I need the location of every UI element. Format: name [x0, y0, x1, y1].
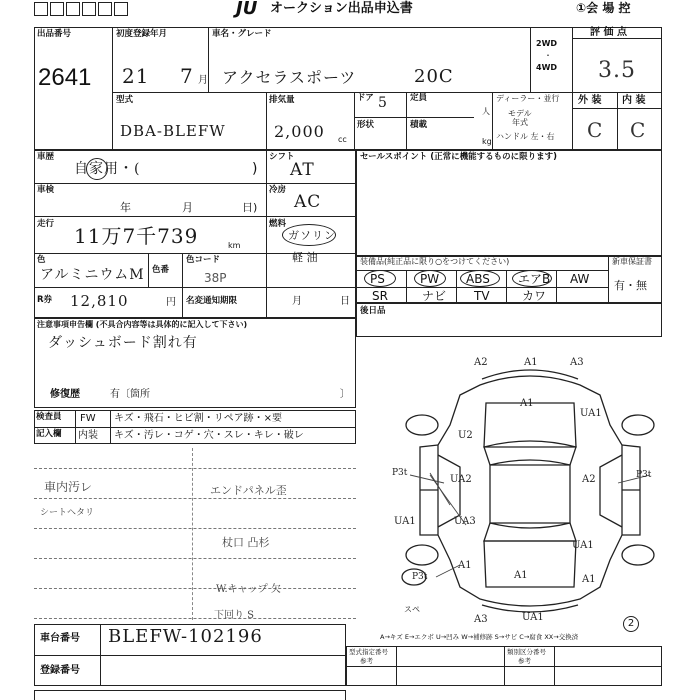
ref-label-2: 参考 — [518, 657, 531, 665]
class-code-label: 類別区分番号 — [507, 648, 546, 656]
mark-left-fender: U2 — [458, 430, 473, 441]
colorcode-label: 色コード — [186, 255, 221, 265]
equip-airbag-circle — [512, 270, 552, 287]
ju-logo: JU — [236, 0, 258, 19]
equip-sr: SR — [372, 289, 388, 303]
color-value: アルミニウムM — [40, 267, 145, 283]
mileage-unit: km — [228, 241, 241, 250]
model-spec-label: 型式指定番号 — [349, 648, 388, 656]
inspector-fw-items: キズ・飛石・ヒビ割・リペア跡・×要 — [114, 413, 282, 424]
drive-2wd: 2WD — [536, 39, 558, 48]
recycle-value: 12,810 — [70, 292, 129, 310]
doors-value: 5 — [378, 95, 388, 111]
namechange-day: 日 — [340, 296, 350, 307]
insp-note-2: シートヘタリ — [40, 508, 95, 518]
notes-section — [34, 318, 356, 408]
history-label: 車歴 — [37, 152, 55, 162]
aftermarket-label: 後日品 — [360, 306, 386, 316]
shift-label: シフト — [269, 152, 295, 162]
inspector-int-items: キズ・汚レ・コゲ・穴・スレ・キレ・破レ — [114, 430, 304, 441]
aircon-label: 冷房 — [269, 185, 287, 195]
insp-note-5: W.キャップ 欠 — [216, 584, 281, 595]
form-title: オークション出品申込書 — [270, 1, 413, 16]
equipment-label: 装備品(純正品に限り○をつけてください) — [360, 257, 510, 266]
displacement-label: 排気量 — [269, 95, 295, 105]
mark-tailgate: A1 — [514, 570, 528, 581]
model-label: 車名・グレード — [212, 29, 272, 39]
sales-label: セールスポイント (正常に機能するものに限ります) — [360, 152, 557, 162]
notes-label: 注意事項申告欄 (不具合内容等は具体的に記入して下さい) — [37, 320, 248, 329]
equip-leather: カワ — [522, 289, 547, 303]
mark-front-right: A3 — [570, 357, 584, 368]
mark-front-center: A1 — [524, 357, 538, 368]
type-value: DBA-BLEFW — [120, 122, 226, 140]
mark-left-door-2: UA2 — [450, 474, 472, 485]
shift-value: AT — [290, 160, 315, 180]
chassis-label: 車台番号 — [40, 633, 80, 644]
drive-4wd: 4WD — [536, 63, 558, 72]
history-value: 自家用・( — [74, 161, 141, 177]
repair-label: 修復歴 — [50, 389, 80, 400]
equip-navi: ナビ — [422, 289, 447, 303]
type-label: 型式 — [116, 95, 134, 105]
lot-label: 出品番号 — [37, 29, 72, 39]
recycle-label: R券 — [37, 295, 53, 305]
inspection-month: 月 — [182, 201, 193, 214]
regno-label: 登録番号 — [40, 665, 80, 676]
car-diagram — [400, 355, 662, 627]
model-name: アクセラスポーツ — [222, 68, 357, 87]
ext-grade: C — [587, 118, 604, 142]
displacement-value: 2,000 — [274, 122, 325, 141]
reg-label: 初度登録年月 — [116, 29, 168, 39]
fuel-label: 燃料 — [269, 219, 287, 229]
inspector-fw: FW — [80, 413, 96, 424]
mark-rear-bumper: UA1 — [522, 612, 544, 623]
history-circle — [86, 158, 108, 180]
capacity-unit: 人 — [482, 107, 490, 116]
equip-abs: ABS — [466, 272, 490, 286]
mark-right-door-1: A2 — [582, 474, 596, 485]
namechange-month: 月 — [292, 296, 302, 307]
inspection-label: 車検 — [37, 185, 55, 195]
inspector-label: 検査員 — [36, 412, 62, 422]
mark-right-door-2: P3t — [636, 470, 652, 480]
copy-number-circle: 2 — [623, 616, 639, 632]
venue-copy: ①会 場 控 — [576, 1, 631, 15]
mark-left-door-1: P3t — [392, 468, 408, 478]
mark-front-left: A2 — [474, 357, 488, 368]
ext-label: 外 装 — [578, 95, 602, 106]
aircon-value: AC — [294, 192, 322, 212]
mileage-value: 11万7千739 — [74, 224, 199, 248]
equip-abs-circle — [460, 270, 500, 287]
damage-legend: A→キズ E→エクボ U→凹み W→補修跡 S→サビ C→腐食 XX→交換済 — [380, 633, 579, 641]
mark-left-quarter: A1 — [458, 560, 472, 571]
recycle-unit: 円 — [166, 297, 176, 308]
equip-aw: AW — [570, 272, 590, 286]
color-label: 色 — [37, 255, 46, 265]
mark-left-rear-door: UA1 — [394, 516, 416, 527]
lot-number: 2641 — [38, 64, 92, 91]
header-checkboxes — [34, 2, 128, 16]
equip-pw-circle — [414, 270, 446, 287]
color-code-label: 色番 — [152, 265, 170, 275]
insp-note-1: 車内汚レ — [44, 480, 93, 494]
mark-right-rear: A1 — [582, 574, 596, 585]
mark-right-fender: UA1 — [580, 408, 602, 419]
inspector-int: 内装 — [78, 430, 98, 441]
fuel-circle — [282, 224, 336, 246]
warranty-label: 新車保証書 — [612, 257, 652, 266]
ref-label-1: 参考 — [360, 657, 373, 665]
equip-ps-circle — [364, 270, 396, 287]
handle-label: ハンドル 左・右 — [496, 132, 555, 141]
load-unit: kg — [482, 137, 492, 146]
grade-label: 評 価 点 — [590, 27, 627, 38]
model-grade: 20C — [414, 66, 454, 87]
warranty-value: 有・無 — [614, 279, 647, 292]
footer-strip — [34, 690, 346, 700]
color-code: 38P — [204, 271, 227, 285]
inspection-year: 年 — [120, 201, 131, 214]
mark-left-rear: P3t — [412, 572, 428, 582]
sales-point-box — [356, 150, 662, 256]
reg-month: 7 — [180, 64, 194, 88]
mileage-label: 走行 — [37, 219, 55, 229]
reg-month-unit: 月 — [198, 75, 208, 86]
shape-label: 形状 — [357, 120, 375, 130]
doors-label: ドア — [357, 93, 374, 103]
equip-pw: PW — [420, 272, 440, 286]
load-label: 積載 — [410, 120, 428, 130]
mark-right-quarter: UA1 — [572, 540, 594, 551]
namechange-label: 名変通知期限 — [186, 296, 238, 306]
equip-ps: PS — [370, 272, 385, 286]
mark-hood: A1 — [520, 398, 534, 409]
entry-label: 記入欄 — [36, 429, 62, 439]
notes-value: ダッシュボード割れ有 — [48, 335, 198, 351]
insp-note-3: エンドパネル歪 — [210, 484, 287, 497]
auction-sheet: JU オークション出品申込書 ①会 場 控 出品番号 2641 初度登録年月 車名・グレード 21 7 月 アクセラスポーツ 20C 2WD ・ 4WD 評 価 点 3.5 型式 DBA-BLEFW 排気量 2,000 cc ドア 5 形状 定員 人 積載 kg ディーラー・並行 モデル 年式 ハンドル 左・右 外 装 内 装 C C 車歴 自家用・( ) シフト AT 車検 年 月 日) 冷房 AC 走行 11万7千739 km 燃料 ガソリン 軽 油 色 アルミニウムM 色番 色コード 38P R券 12,810 円 名変通知期限 月 日 セールスポイント (正常に機能するものに限ります) 装備品(純正品に限り○をつけてください) 新車保証書 有・無 PS PW ABS エアB AW SR ナビ TV カワ 後日品 注意事項申告欄 (不具合内容等は具体的に記入して下さい) ダッシュボード割れ有 修復歴 有〔箇所 〕 検査員 記入欄 FW キズ・飛石・ヒビ割・リペア跡・×要 内装 キズ・汚レ・コゲ・穴・スレ・キレ・破レ 車内汚レ シートヘタリ エンドパネル歪 杖口 凸杉 W.キャップ 欠 下回り S A2 A1 A3 A1 UA1 U2 P3t UA2 A2 P3t UA1 UA3 A1 UA1 P3t A1 A1 A3 UA1 スペ 2 A→キズ E→エクボ U→凹み W→補修跡 S→サビ C→腐食 XX→交換済 車台番号 BLEFW-102196 登録番号 型式指定番号 参考 類別区分番号 参考 — [0, 0, 700, 700]
dealer-label: ディーラー・並行 — [496, 94, 560, 103]
year-label: 年式 — [512, 118, 528, 127]
displacement-unit: cc — [338, 135, 347, 144]
aftermarket-box — [356, 303, 662, 337]
mark-left-rear-door-2: UA3 — [454, 516, 476, 527]
capacity-label: 定員 — [410, 93, 428, 103]
chassis-value: BLEFW-102196 — [108, 626, 263, 647]
mark-rear-bumper-left: A3 — [474, 614, 488, 625]
equip-tv: TV — [474, 289, 490, 303]
repair-end: 〕 — [340, 389, 350, 400]
insp-note-6: 下回り S — [214, 610, 255, 621]
grade-score: 3.5 — [598, 58, 636, 83]
fuel-diesel: 軽 油 — [292, 251, 318, 264]
insp-note-4: 杖口 凸杉 — [222, 536, 270, 549]
mark-spare: スペ — [404, 605, 420, 614]
reg-year: 21 — [122, 64, 150, 88]
equip-airbag: エアB — [518, 272, 551, 286]
fuel-gasoline: ガソリン — [288, 229, 336, 242]
int-grade: C — [630, 118, 647, 142]
int-label: 内 装 — [622, 95, 646, 106]
inspection-day: 日) — [242, 201, 258, 214]
model-year-label: モデル — [508, 109, 532, 118]
repair-value: 有〔箇所 — [110, 389, 150, 400]
